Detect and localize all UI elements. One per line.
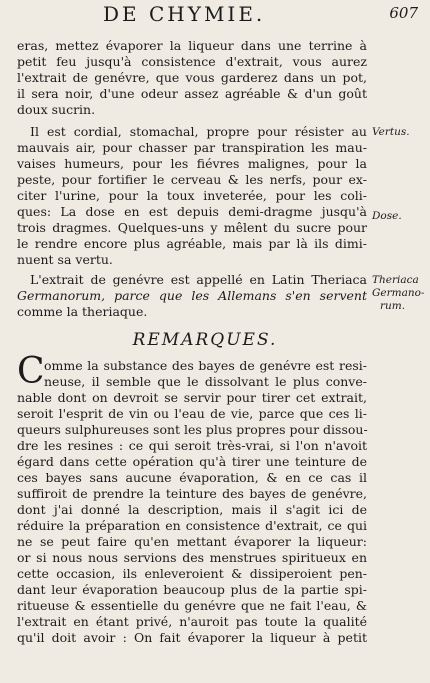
remarques-line: cette occasion, ils enleveroient & dissiperoient pen-: [17, 566, 367, 581]
margin-note-theriaca: Theriaca: [372, 274, 419, 286]
remarques-line: neuse, il semble que le dissolvant le plus conve-: [44, 374, 367, 389]
remarques-line: qu'il doit avoir : On fait évaporer la liqueur à petit: [17, 630, 367, 645]
paragraph2-line: nuent sa vertu.: [17, 252, 113, 267]
paragraph3-line: Germanorum, parce que les Allemans s'en servent: [17, 288, 367, 303]
remarques-line: queurs sulphureuses sont les plus propres pour dissou-: [17, 422, 368, 437]
margin-note-vertus: Vertus.: [372, 126, 410, 138]
remarques-line: égard dans cette opération qu'à tirer une teinture de: [17, 454, 367, 469]
margin-note-dose: Dose.: [372, 210, 402, 222]
paragraph1-line: eras, mettez évaporer la liqueur dans une terrine à: [17, 38, 367, 53]
paragraph3-line: comme la theriaque.: [17, 304, 148, 319]
margin-note-theriaca: rum.: [380, 300, 406, 312]
remarques-line: dont j'ai donné la description, mais il s'agit ici de: [17, 502, 367, 517]
paragraph2-line: vaises humeurs, pour les fiévres malignes, pour la: [17, 156, 367, 171]
paragraph2-line: citer l'urine, pour la toux inveterée, pour les coli-: [17, 188, 367, 203]
paragraph1-line: petit feu jusqu'à consistence d'extrait, vous aurez: [17, 54, 367, 69]
remarques-heading: REMARQUES.: [132, 330, 278, 350]
remarques-line: or si nous nous servions des menstrues spiritueux en: [17, 550, 367, 565]
page-header: [0, 2, 430, 32]
remarques-line: ritueuse & essentielle du genévre que ne fait l'eau, &: [17, 598, 367, 613]
remarques-line: dant leur évaporation beaucoup plus de la partie spi-: [17, 582, 367, 597]
remarques-line: ne se peut faire qu'en mettant évaporer la liqueur:: [17, 534, 367, 549]
paragraph1-line: doux sucrin.: [17, 102, 96, 117]
paragraph2-line: mauvais air, pour chasser par transpiration les mau-: [17, 140, 367, 155]
paragraph2-line: trois dragmes. Quelques-uns y mêlent du sucre pour: [17, 220, 367, 235]
remarques-line: nable dont on devroit se servir pour tirer cet extrait,: [17, 390, 367, 405]
running-title: DE CHYMIE.: [103, 2, 266, 26]
paragraph2-line: peste, pour fortifier le cerveau & les nerfs, pour ex-: [17, 172, 367, 187]
remarques-line: seroit l'esprit de vin ou l'eau de vie, parce que ces li-: [17, 406, 367, 421]
paragraph1-line: l'extrait de genévre, que vous garderez dans un pot,: [17, 70, 367, 85]
paragraph1-line: il sera noir, d'une odeur assez agréable & d'un goût: [17, 86, 367, 101]
remarques-line: suffiroit de prendre la teinture des bayes de genévre,: [17, 486, 367, 501]
page-number: 607: [389, 4, 418, 22]
remarques-line: omme la substance des bayes de genévre est resi-: [44, 358, 367, 373]
remarques-line: dre les resines : ce qui seroit très-vrai, si l'on n'avoit: [17, 438, 367, 453]
paragraph2-line: ques: La dose en est depuis demi-dragme jusqu'à: [17, 204, 367, 219]
remarques-line: réduire la préparation en consistence d'extrait, ce qui: [17, 518, 367, 533]
remarques-line: ces bayes sans aucune évaporation, & en ce cas il: [17, 470, 367, 485]
remarques-line: l'extrait en étant privé, n'auroit pas toute la qualité: [17, 614, 367, 629]
paragraph3-line: L'extrait de genévre est appellé en Latin Theriaca: [30, 272, 367, 287]
paragraph2-line: Il est cordial, stomachal, propre pour résister au: [30, 124, 367, 139]
margin-note-theriaca: Germano-: [372, 287, 425, 299]
paragraph2-line: le rendre encore plus agréable, mais par là ils dimi-: [17, 236, 367, 251]
drop-cap: C: [17, 351, 45, 392]
